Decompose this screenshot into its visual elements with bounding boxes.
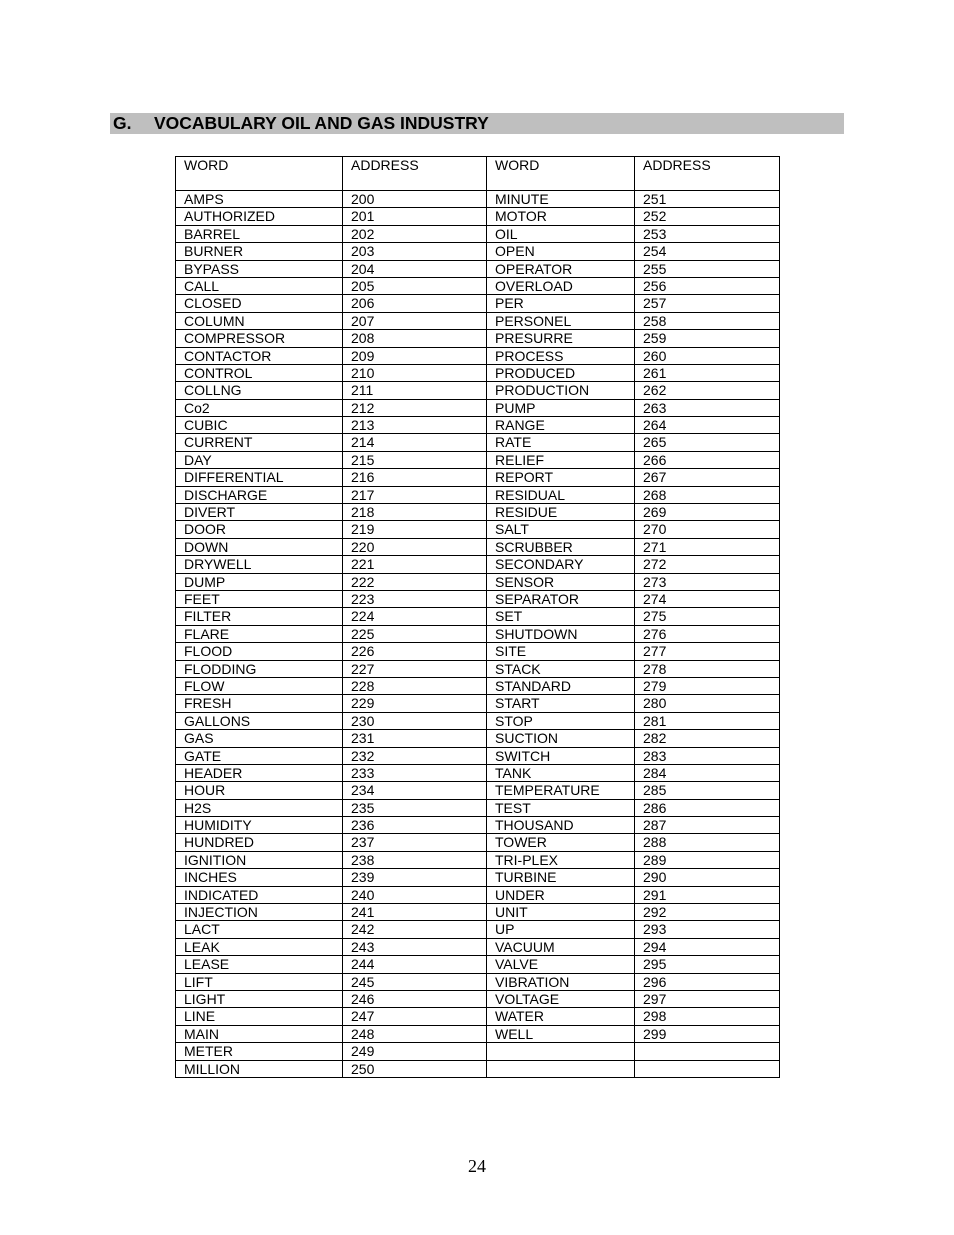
address-cell: 297 [635, 990, 780, 1007]
word-cell: COLLNG [176, 382, 343, 399]
word-cell: PRESURRE [487, 330, 635, 347]
word-cell: LACT [176, 921, 343, 938]
word-cell: THOUSAND [487, 817, 635, 834]
address-cell: 253 [635, 225, 780, 242]
address-cell: 257 [635, 295, 780, 312]
word-cell: RESIDUE [487, 504, 635, 521]
address-cell: 276 [635, 625, 780, 642]
word-cell [487, 1060, 635, 1077]
word-cell: TOWER [487, 834, 635, 851]
table-row [176, 504, 780, 521]
address-cell: 271 [635, 538, 780, 555]
address-cell: 265 [635, 434, 780, 451]
address-cell: 268 [635, 486, 780, 503]
address-cell: 260 [635, 347, 780, 364]
word-cell: START [487, 695, 635, 712]
word-cell: COMPRESSOR [176, 330, 343, 347]
address-cell: 287 [635, 817, 780, 834]
header-address-2: ADDRESS [635, 157, 780, 191]
address-cell: 264 [635, 417, 780, 434]
address-cell: 247 [343, 1008, 487, 1025]
address-cell: 290 [635, 869, 780, 886]
word-cell: FLODDING [176, 660, 343, 677]
address-cell: 278 [635, 660, 780, 677]
word-cell: CALL [176, 277, 343, 294]
address-cell: 258 [635, 312, 780, 329]
section-title: VOCABULARY OIL AND GAS INDUSTRY [154, 113, 489, 133]
word-cell: OPEN [487, 243, 635, 260]
word-cell: LIGHT [176, 990, 343, 1007]
address-cell: 231 [343, 730, 487, 747]
word-cell: VIBRATION [487, 973, 635, 990]
address-cell: 256 [635, 277, 780, 294]
address-cell: 215 [343, 451, 487, 468]
address-cell: 235 [343, 799, 487, 816]
word-cell: BYPASS [176, 260, 343, 277]
word-cell: TANK [487, 764, 635, 781]
address-cell: 228 [343, 677, 487, 694]
word-cell: INCHES [176, 869, 343, 886]
address-cell: 242 [343, 921, 487, 938]
word-cell: STACK [487, 660, 635, 677]
address-cell: 280 [635, 695, 780, 712]
address-cell: 299 [635, 1025, 780, 1042]
address-cell: 237 [343, 834, 487, 851]
word-cell: TRI-PLEX [487, 851, 635, 868]
address-cell: 291 [635, 886, 780, 903]
word-cell: FLARE [176, 625, 343, 642]
header-word-1: WORD [176, 157, 343, 191]
table-row [176, 1008, 780, 1025]
address-cell: 283 [635, 747, 780, 764]
table-row [176, 730, 780, 747]
word-cell: H2S [176, 799, 343, 816]
address-cell: 238 [343, 851, 487, 868]
word-cell: SET [487, 608, 635, 625]
table-row [176, 417, 780, 434]
address-cell: 217 [343, 486, 487, 503]
section-heading [110, 113, 844, 134]
table-row [176, 643, 780, 660]
table-row [176, 399, 780, 416]
header-address-1: ADDRESS [343, 157, 487, 191]
word-cell: INDICATED [176, 886, 343, 903]
address-cell: 274 [635, 590, 780, 607]
address-cell: 263 [635, 399, 780, 416]
word-cell: RESIDUAL [487, 486, 635, 503]
address-cell: 286 [635, 799, 780, 816]
table-row [176, 764, 780, 781]
address-cell: 203 [343, 243, 487, 260]
address-cell: 262 [635, 382, 780, 399]
word-cell: SUCTION [487, 730, 635, 747]
word-cell: PROCESS [487, 347, 635, 364]
word-cell: UP [487, 921, 635, 938]
word-cell: LINE [176, 1008, 343, 1025]
table-row [176, 817, 780, 834]
address-cell: 261 [635, 364, 780, 381]
address-cell: 219 [343, 521, 487, 538]
address-cell: 226 [343, 643, 487, 660]
word-cell [487, 1043, 635, 1060]
word-cell: REPORT [487, 469, 635, 486]
table-row [176, 191, 780, 208]
address-cell: 266 [635, 451, 780, 468]
address-cell: 205 [343, 277, 487, 294]
address-cell: 298 [635, 1008, 780, 1025]
address-cell: 295 [635, 956, 780, 973]
word-cell: WELL [487, 1025, 635, 1042]
word-cell: INJECTION [176, 904, 343, 921]
word-cell: VOLTAGE [487, 990, 635, 1007]
word-cell: HUNDRED [176, 834, 343, 851]
address-cell: 223 [343, 590, 487, 607]
address-cell: 232 [343, 747, 487, 764]
table-row [176, 486, 780, 503]
address-cell: 216 [343, 469, 487, 486]
address-cell: 252 [635, 208, 780, 225]
table-row [176, 747, 780, 764]
word-cell: SITE [487, 643, 635, 660]
table-row [176, 695, 780, 712]
address-cell: 251 [635, 191, 780, 208]
address-cell: 282 [635, 730, 780, 747]
address-cell: 279 [635, 677, 780, 694]
address-cell: 250 [343, 1060, 487, 1077]
word-cell: HOUR [176, 782, 343, 799]
word-cell: PERSONEL [487, 312, 635, 329]
word-cell: TURBINE [487, 869, 635, 886]
table-row [176, 1025, 780, 1042]
word-cell: OPERATOR [487, 260, 635, 277]
address-cell: 206 [343, 295, 487, 312]
table-row [176, 886, 780, 903]
address-cell: 233 [343, 764, 487, 781]
address-cell: 211 [343, 382, 487, 399]
address-cell: 214 [343, 434, 487, 451]
table-row [176, 712, 780, 729]
table-row [176, 921, 780, 938]
page-number: 24 [468, 1156, 486, 1176]
table-row [176, 869, 780, 886]
word-cell: DIFFERENTIAL [176, 469, 343, 486]
table-row [176, 1060, 780, 1077]
word-cell: OIL [487, 225, 635, 242]
word-cell: LEASE [176, 956, 343, 973]
address-cell: 240 [343, 886, 487, 903]
address-cell: 243 [343, 938, 487, 955]
table-row [176, 782, 780, 799]
word-cell: MILLION [176, 1060, 343, 1077]
address-cell: 213 [343, 417, 487, 434]
word-cell: RANGE [487, 417, 635, 434]
address-cell: 246 [343, 990, 487, 1007]
table-row [176, 677, 780, 694]
table-row [176, 608, 780, 625]
header-word-2: WORD [487, 157, 635, 191]
word-cell: CONTACTOR [176, 347, 343, 364]
word-cell: MINUTE [487, 191, 635, 208]
word-cell: CONTROL [176, 364, 343, 381]
word-cell: MAIN [176, 1025, 343, 1042]
word-cell: CLOSED [176, 295, 343, 312]
table-row [176, 225, 780, 242]
table-row [176, 590, 780, 607]
address-cell: 259 [635, 330, 780, 347]
table-row [176, 382, 780, 399]
address-cell: 248 [343, 1025, 487, 1042]
address-cell: 218 [343, 504, 487, 521]
table-row [176, 260, 780, 277]
word-cell: SCRUBBER [487, 538, 635, 555]
word-cell: GALLONS [176, 712, 343, 729]
address-cell: 236 [343, 817, 487, 834]
address-cell: 202 [343, 225, 487, 242]
table-row [176, 330, 780, 347]
table-row [176, 990, 780, 1007]
vocabulary-table [175, 156, 780, 1078]
word-cell: SHUTDOWN [487, 625, 635, 642]
address-cell: 289 [635, 851, 780, 868]
address-cell: 241 [343, 904, 487, 921]
address-cell: 224 [343, 608, 487, 625]
table-row [176, 521, 780, 538]
word-cell: VALVE [487, 956, 635, 973]
table-row [176, 208, 780, 225]
word-cell: PRODUCED [487, 364, 635, 381]
address-cell: 294 [635, 938, 780, 955]
word-cell: SENSOR [487, 573, 635, 590]
word-cell: VACUUM [487, 938, 635, 955]
address-cell: 207 [343, 312, 487, 329]
table-row [176, 556, 780, 573]
word-cell: PRODUCTION [487, 382, 635, 399]
address-cell: 296 [635, 973, 780, 990]
word-cell: FLOOD [176, 643, 343, 660]
address-cell: 269 [635, 504, 780, 521]
word-cell: COLUMN [176, 312, 343, 329]
address-cell: 273 [635, 573, 780, 590]
word-cell: FRESH [176, 695, 343, 712]
word-cell: DAY [176, 451, 343, 468]
table-row [176, 277, 780, 294]
word-cell: FILTER [176, 608, 343, 625]
address-cell: 244 [343, 956, 487, 973]
address-cell: 239 [343, 869, 487, 886]
word-cell: GATE [176, 747, 343, 764]
table-row [176, 434, 780, 451]
address-cell: 209 [343, 347, 487, 364]
address-cell: 225 [343, 625, 487, 642]
table-row [176, 295, 780, 312]
word-cell: DOWN [176, 538, 343, 555]
address-cell: 254 [635, 243, 780, 260]
word-cell: AUTHORIZED [176, 208, 343, 225]
address-cell: 255 [635, 260, 780, 277]
address-cell: 284 [635, 764, 780, 781]
address-cell: 229 [343, 695, 487, 712]
table-row [176, 469, 780, 486]
word-cell: DIVERT [176, 504, 343, 521]
table-row [176, 904, 780, 921]
word-cell: PUMP [487, 399, 635, 416]
address-cell: 249 [343, 1043, 487, 1060]
address-cell: 292 [635, 904, 780, 921]
word-cell: STOP [487, 712, 635, 729]
address-cell [635, 1043, 780, 1060]
table-row [176, 834, 780, 851]
address-cell: 210 [343, 364, 487, 381]
table-row [176, 799, 780, 816]
table-row [176, 1043, 780, 1060]
table-row [176, 660, 780, 677]
table-row [176, 451, 780, 468]
table-row [176, 851, 780, 868]
address-cell: 275 [635, 608, 780, 625]
table-row [176, 573, 780, 590]
address-cell: 200 [343, 191, 487, 208]
address-cell: 212 [343, 399, 487, 416]
word-cell: DRYWELL [176, 556, 343, 573]
word-cell: UNIT [487, 904, 635, 921]
word-cell: BURNER [176, 243, 343, 260]
table-row [176, 312, 780, 329]
address-cell: 288 [635, 834, 780, 851]
address-cell: 220 [343, 538, 487, 555]
address-cell: 204 [343, 260, 487, 277]
word-cell: HUMIDITY [176, 817, 343, 834]
word-cell: BARREL [176, 225, 343, 242]
table-body [176, 191, 780, 1078]
word-cell: DISCHARGE [176, 486, 343, 503]
word-cell: DUMP [176, 573, 343, 590]
address-cell: 234 [343, 782, 487, 799]
address-cell: 267 [635, 469, 780, 486]
table-row [176, 364, 780, 381]
word-cell: TEST [487, 799, 635, 816]
word-cell: IGNITION [176, 851, 343, 868]
address-cell [635, 1060, 780, 1077]
address-cell: 293 [635, 921, 780, 938]
table-row [176, 243, 780, 260]
word-cell: SECONDARY [487, 556, 635, 573]
table-row [176, 538, 780, 555]
table-row [176, 956, 780, 973]
word-cell: FLOW [176, 677, 343, 694]
address-cell: 272 [635, 556, 780, 573]
word-cell: CUBIC [176, 417, 343, 434]
word-cell: METER [176, 1043, 343, 1060]
table-row [176, 938, 780, 955]
address-cell: 222 [343, 573, 487, 590]
table-header-row [176, 157, 780, 191]
word-cell: WATER [487, 1008, 635, 1025]
word-cell: AMPS [176, 191, 343, 208]
address-cell: 245 [343, 973, 487, 990]
word-cell: RELIEF [487, 451, 635, 468]
address-cell: 201 [343, 208, 487, 225]
word-cell: DOOR [176, 521, 343, 538]
word-cell: GAS [176, 730, 343, 747]
table-row [176, 347, 780, 364]
section-letter: G. [113, 113, 132, 133]
word-cell: SEPARATOR [487, 590, 635, 607]
address-cell: 208 [343, 330, 487, 347]
table-row [176, 625, 780, 642]
address-cell: 277 [635, 643, 780, 660]
word-cell: SWITCH [487, 747, 635, 764]
word-cell: OVERLOAD [487, 277, 635, 294]
word-cell: MOTOR [487, 208, 635, 225]
table-row [176, 973, 780, 990]
address-cell: 285 [635, 782, 780, 799]
word-cell: CURRENT [176, 434, 343, 451]
address-cell: 230 [343, 712, 487, 729]
word-cell: UNDER [487, 886, 635, 903]
word-cell: STANDARD [487, 677, 635, 694]
word-cell: PER [487, 295, 635, 312]
word-cell: LIFT [176, 973, 343, 990]
word-cell: RATE [487, 434, 635, 451]
word-cell: TEMPERATURE [487, 782, 635, 799]
word-cell: HEADER [176, 764, 343, 781]
word-cell: SALT [487, 521, 635, 538]
address-cell: 221 [343, 556, 487, 573]
word-cell: LEAK [176, 938, 343, 955]
word-cell: FEET [176, 590, 343, 607]
address-cell: 270 [635, 521, 780, 538]
word-cell: Co2 [176, 399, 343, 416]
address-cell: 227 [343, 660, 487, 677]
address-cell: 281 [635, 712, 780, 729]
